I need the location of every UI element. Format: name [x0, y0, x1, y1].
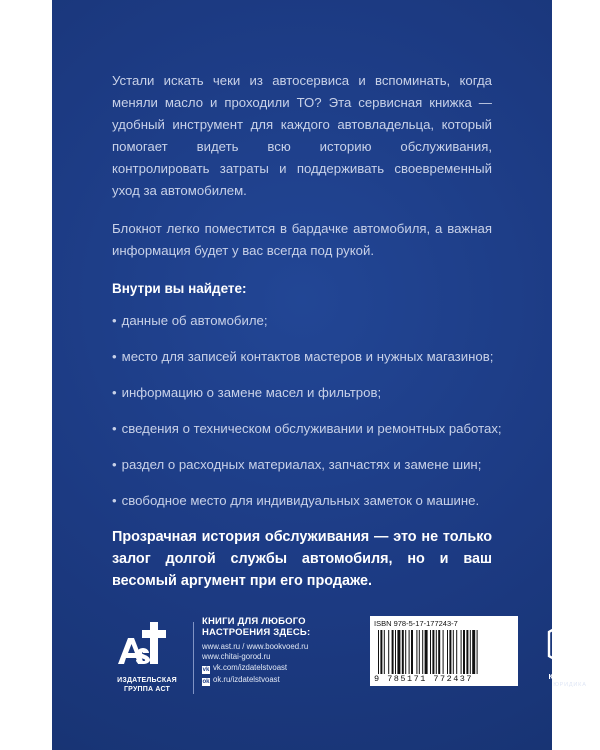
list-item-text: данные об автомобиле; [121, 313, 268, 328]
barcode-bar [384, 630, 385, 674]
bullet-icon: • [112, 421, 117, 436]
list-item [112, 490, 492, 512]
publisher-caption: ИЗДАТЕЛЬСКАЯ ГРУППА АСТ [117, 677, 177, 693]
barcode-bar [461, 630, 462, 674]
inside-heading: Внутри вы найдете: [112, 281, 247, 296]
list-item-text: свободное место для индивидуальных заметок о машине. [121, 493, 480, 508]
barcode-bar [447, 630, 448, 674]
barcode-bar [430, 630, 431, 674]
list-item-text: информацию о замене масел и фильтров; [121, 385, 382, 400]
barcode-bar [432, 630, 434, 674]
barcode-bar [466, 630, 468, 674]
vk-icon: vk [202, 667, 210, 673]
site-link-1: www.ast.ru / www.bookvoed.ru [202, 642, 309, 651]
ok-link [202, 674, 322, 686]
barcode-bar [438, 630, 440, 674]
site-link-2: www.chitai-gorod.ru [202, 652, 271, 661]
bullet-icon: • [112, 385, 117, 400]
list-item-text: сведения о техническом обслуживании и ремонтных работах; [121, 421, 502, 436]
barcode-bar [436, 630, 437, 674]
footer-divider [193, 622, 194, 694]
ok-link-text: ok.ru/izdatelstvoast [213, 675, 280, 684]
bullet-icon: • [112, 313, 117, 328]
imprint-name: КЛАДЕЗЬ [548, 672, 592, 681]
intro-paragraph: Устали искать чеки из автосервиса и вспоминать, когда меняли масло и проходили ТО? Эта сервисная книжка — удобный инструмент для каждого автовладельца, который помогает видеть всю историю обслуживания, контролировать затраты и поддерживать своевременный уход за автомобилем. [112, 73, 492, 198]
vk-link [202, 662, 322, 674]
isbn-label: ISBN 978-5-17-177243-7 [374, 619, 458, 628]
vk-link-text: vk.com/izdatelstvoast [213, 663, 288, 672]
closing-paragraph: Прозрачная история обслуживания — это не только залог долгой службы автомобиля, но и ваш весомый аргумент при его продаже. [112, 529, 492, 589]
barcode-bar [395, 630, 396, 674]
list-item [112, 382, 492, 404]
barcode-bar [449, 630, 451, 674]
list-item [112, 454, 492, 476]
barcode-bar [472, 630, 475, 674]
back-cover [52, 0, 592, 750]
barcode-bar [380, 630, 382, 674]
footer [110, 616, 592, 700]
books-info [202, 616, 322, 686]
list-item-text: место для записей контактов мастеров и нужных магазинов; [121, 349, 494, 364]
isbn-digits: 9 785171 772437 [374, 674, 474, 684]
contents-list [112, 310, 502, 512]
ok-icon: ok [202, 679, 210, 685]
barcode-bar [397, 630, 400, 674]
list-item [112, 346, 492, 368]
glovebox-paragraph: Блокнот легко поместится в бардачке автомобиля, а важная информация будет у вас всегда под рукой. [112, 221, 492, 258]
list-item [112, 310, 492, 332]
barcode-bar [422, 630, 423, 674]
barcode-bar [456, 630, 457, 674]
barcode-bar [463, 630, 465, 674]
barcode-bar [411, 630, 413, 674]
barcode-bar [402, 630, 404, 674]
barcode-bar [470, 630, 471, 674]
kladez-imprint [535, 616, 600, 700]
barcode-bar [378, 630, 379, 674]
list-item [112, 418, 502, 440]
barcode-bar [416, 630, 417, 674]
bullet-icon: • [112, 457, 117, 472]
barcode-bar [425, 630, 428, 674]
bullet-icon: • [112, 349, 117, 364]
barcode-bar [392, 630, 394, 674]
barcode-bar [453, 630, 454, 674]
description-block [112, 70, 502, 592]
list-item-text: раздел о расходных материалах, запчастях и замене шин; [121, 457, 482, 472]
barcode-bar [409, 630, 410, 674]
isbn-barcode-box [370, 616, 518, 686]
imprint-subtitle: ЮРИДИКА [553, 682, 587, 688]
books-title: КНИГИ ДЛЯ ЛЮБОГО НАСТРОЕНИЯ ЗДЕСЬ: [202, 616, 311, 638]
barcode-bar [388, 630, 389, 674]
barcode-bar [443, 630, 444, 674]
barcode-bar [477, 630, 478, 674]
bullet-icon: • [112, 493, 117, 508]
barcode-bar [419, 630, 420, 674]
barcode-graphic [374, 630, 514, 674]
kladez-logo [535, 616, 600, 672]
barcode-bar [405, 630, 406, 674]
